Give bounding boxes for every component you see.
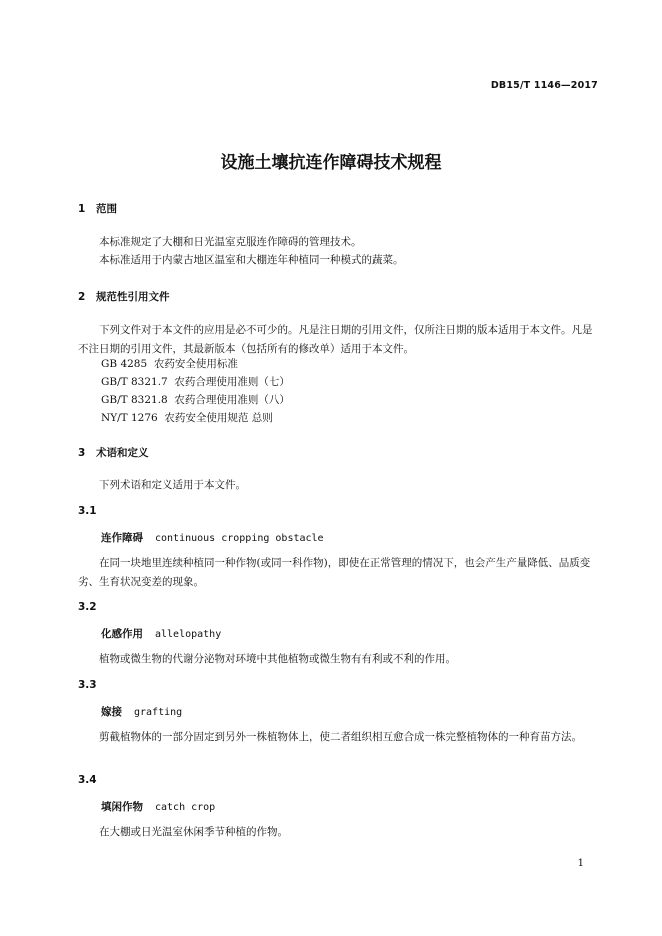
section-title: 范围 bbox=[96, 203, 117, 215]
refs-intro-paragraph: 下列文件对于本文件的应用是必不可少的。凡是注日期的引用文件，仅所注日期的版本适用于本文件。凡是不注日期的引用文件，其最新版本（包括所有的修改单）适用于本文件。 bbox=[78, 324, 593, 355]
section-number: 1 bbox=[78, 203, 86, 215]
term-definition: 植物或微生物的代谢分泌物对环境中其他植物或微生物有有利或不利的作用。 bbox=[99, 653, 456, 665]
section-3-heading bbox=[78, 445, 149, 460]
term-number: 3.2 bbox=[78, 601, 97, 613]
ref-item: GB 4285 农药安全使用标准 bbox=[101, 358, 238, 370]
term-number: 3.4 bbox=[78, 774, 97, 786]
scope-paragraph-1: 本标准规定了大棚和日光温室克服连作障碍的管理技术。 bbox=[99, 236, 362, 248]
term-heading: 嫁接 grafting bbox=[101, 706, 183, 718]
section-number: 3 bbox=[78, 447, 86, 459]
section-title: 规范性引用文件 bbox=[96, 291, 170, 303]
scope-paragraph-2: 本标准适用于内蒙古地区温室和大棚连年种植同一种模式的蔬菜。 bbox=[99, 254, 404, 266]
term-definition: 剪截植物体的一部分固定到另外一株植物体上，使二者组织相互愈合成一株完整植物体的一种育苗方法。 bbox=[99, 731, 582, 743]
section-number: 2 bbox=[78, 291, 86, 303]
term-number: 3.1 bbox=[78, 505, 97, 517]
standard-code: DB15/T 1146—2017 bbox=[490, 80, 598, 91]
term-heading: 填闲作物 catch crop bbox=[101, 801, 216, 813]
terms-intro-paragraph: 下列术语和定义适用于本文件。 bbox=[99, 479, 246, 491]
section-title: 术语和定义 bbox=[96, 447, 149, 459]
term-definition: 在大棚或日光温室休闲季节种植的作物。 bbox=[99, 826, 288, 838]
ref-item: NY/T 1276 农药安全使用规范 总则 bbox=[101, 412, 273, 424]
term-heading: 化感作用 allelopathy bbox=[101, 628, 222, 640]
term-heading: 连作障碍 continuous cropping obstacle bbox=[101, 532, 324, 544]
section-1-heading bbox=[78, 201, 117, 216]
page-number: 1 bbox=[577, 858, 584, 869]
ref-item: GB/T 8321.7 农药合理使用准则（七） bbox=[101, 376, 290, 388]
ref-item: GB/T 8321.8 农药合理使用准则（八） bbox=[101, 394, 290, 406]
term-number: 3.3 bbox=[78, 679, 97, 691]
section-2-heading bbox=[78, 289, 170, 304]
term-definition: 在同一块地里连续种植同一种作物(或同一科作物)，即使在正常管理的情况下，也会产生产量降低、品质变劣、生育状况变差的现象。 bbox=[78, 557, 591, 588]
document-title: 设施土壤抗连作障碍技术规程 bbox=[220, 153, 442, 173]
